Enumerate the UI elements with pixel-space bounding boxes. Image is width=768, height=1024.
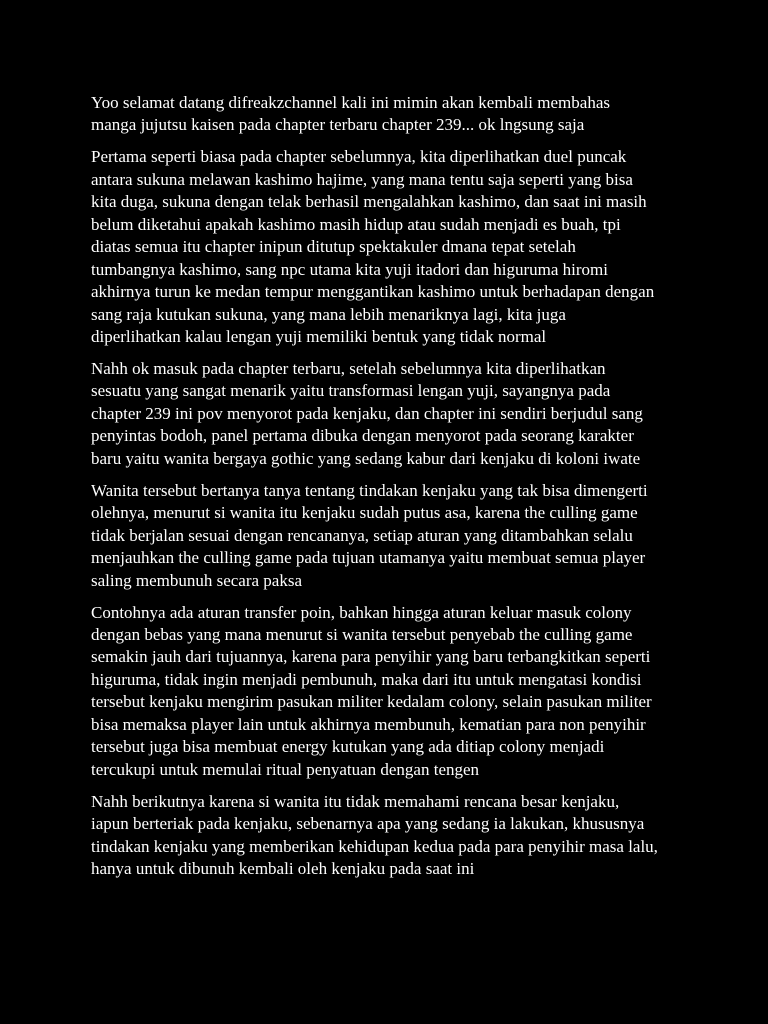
paragraph-line: sesuatu yang sangat menarik yaitu transformasi lengan yuji, sayangnya pada bbox=[91, 381, 611, 401]
paragraph-line: tidak berjalan sesuai dengan rencananya, setiap aturan yang ditambahkan selalu bbox=[91, 525, 633, 545]
paragraph-line: higuruma, tidak ingin menjadi pembunuh, maka dari itu untuk mengatasi kondisi bbox=[91, 669, 642, 689]
paragraph-line: olehnya, menurut si wanita itu kenjaku sudah putus asa, karena the culling game bbox=[91, 503, 638, 523]
paragraph-line: diatas semua itu chapter inipun ditutup spektakuler dmana tepat setelah bbox=[91, 237, 576, 257]
paragraph-line: diperlihatkan kalau lengan yuji memiliki bentuk yang tidak normal bbox=[91, 327, 547, 347]
paragraph-line: sang raja kutukan sukuna, yang mana lebih menariknya lagi, kita juga bbox=[91, 304, 566, 324]
paragraph-line: antara sukuna melawan kashimo hajime, yang mana tentu saja seperti yang bisa bbox=[91, 169, 633, 189]
paragraph-line: chapter 239 ini pov menyorot pada kenjaku, dan chapter ini sendiri berjudul sang bbox=[91, 403, 643, 423]
paragraph-line: iapun berteriak pada kenjaku, sebenarnya apa yang sedang ia lakukan, khususnya bbox=[91, 814, 645, 834]
paragraph-line: penyintas bodoh, panel pertama dibuka dengan menyorot pada seorang karakter bbox=[91, 426, 634, 446]
paragraph-line: hanya untuk dibunuh kembali oleh kenjaku pada saat ini bbox=[91, 859, 475, 878]
paragraph-previous-chapter bbox=[91, 146, 768, 348]
paragraph-line: Wanita tersebut bertanya tanya tentang tindakan kenjaku yang tak bisa dimengerti bbox=[91, 480, 648, 500]
paragraph-line: bisa memaksa player lain untuk akhirnya membunuh, kematian para non penyihir bbox=[91, 714, 646, 734]
paragraph-line: tercukupi untuk memulai ritual penyatuan dengan tengen bbox=[91, 759, 480, 779]
paragraph-line: Pertama seperti biasa pada chapter sebelumnya, kita diperlihatkan duel puncak bbox=[91, 147, 627, 167]
paragraph-line: tersebut kenjaku mengirim pasukan militer kedalam colony, selain pasukan militer bbox=[91, 692, 652, 712]
paragraph-line: tumbangnya kashimo, sang npc utama kita yuji itadori dan higuruma hiromi bbox=[91, 259, 608, 279]
paragraph-line: manga jujutsu kaisen pada chapter terbaru chapter 239... ok lngsung saja bbox=[91, 115, 585, 135]
paragraph-line: Contohnya ada aturan transfer poin, bahkan hingga aturan keluar masuk colony bbox=[91, 602, 632, 622]
paragraph-line: saling membunuh secara paksa bbox=[91, 570, 303, 590]
paragraph-line: kita duga, sukuna dengan telak berhasil mengalahkan kashimo, dan saat ini masih bbox=[91, 192, 647, 212]
paragraph-line: semakin jauh dari tujuannya, karena para penyihir yang baru terbangkitkan seperti bbox=[91, 647, 651, 667]
paragraph-rules-example bbox=[91, 602, 768, 782]
paragraph-woman-questions bbox=[91, 480, 768, 592]
paragraph-line: dengan bebas yang mana menurut si wanita tersebut penyebab the culling game bbox=[91, 624, 633, 644]
paragraph-line: baru yaitu wanita bergaya gothic yang sedang kabur dari kenjaku di koloni iwate bbox=[91, 448, 641, 468]
paragraph-line: tindakan kenjaku yang memberikan kehidupan kedua pada para penyihir masa lalu, bbox=[91, 836, 658, 856]
paragraph-line: menjauhkan the culling game pada tujuan utamanya yaitu membuat semua player bbox=[91, 548, 646, 568]
paragraph-line: belum diketahui apakah kashimo masih hidup atau sudah menjadi es buah, tpi bbox=[91, 214, 621, 234]
paragraph-line: tersebut juga bisa membuat energy kutukan yang ada ditiap colony menjadi bbox=[91, 737, 605, 757]
paragraph-new-chapter bbox=[91, 358, 768, 470]
paragraph-line: Nahh berikutnya karena si wanita itu tidak memahami rencana besar kenjaku, bbox=[91, 791, 620, 811]
paragraph-line: Yoo selamat datang difreakzchannel kali ini mimin akan kembali membahas bbox=[91, 93, 610, 112]
paragraph-line: Nahh ok masuk pada chapter terbaru, setelah sebelumnya kita diperlihatkan bbox=[91, 358, 606, 378]
paragraph-line: akhirnya turun ke medan tempur menggantikan kashimo untuk berhadapan dengan bbox=[91, 282, 655, 302]
paragraph-woman-shouts bbox=[91, 791, 768, 881]
paragraph-intro bbox=[91, 92, 768, 137]
